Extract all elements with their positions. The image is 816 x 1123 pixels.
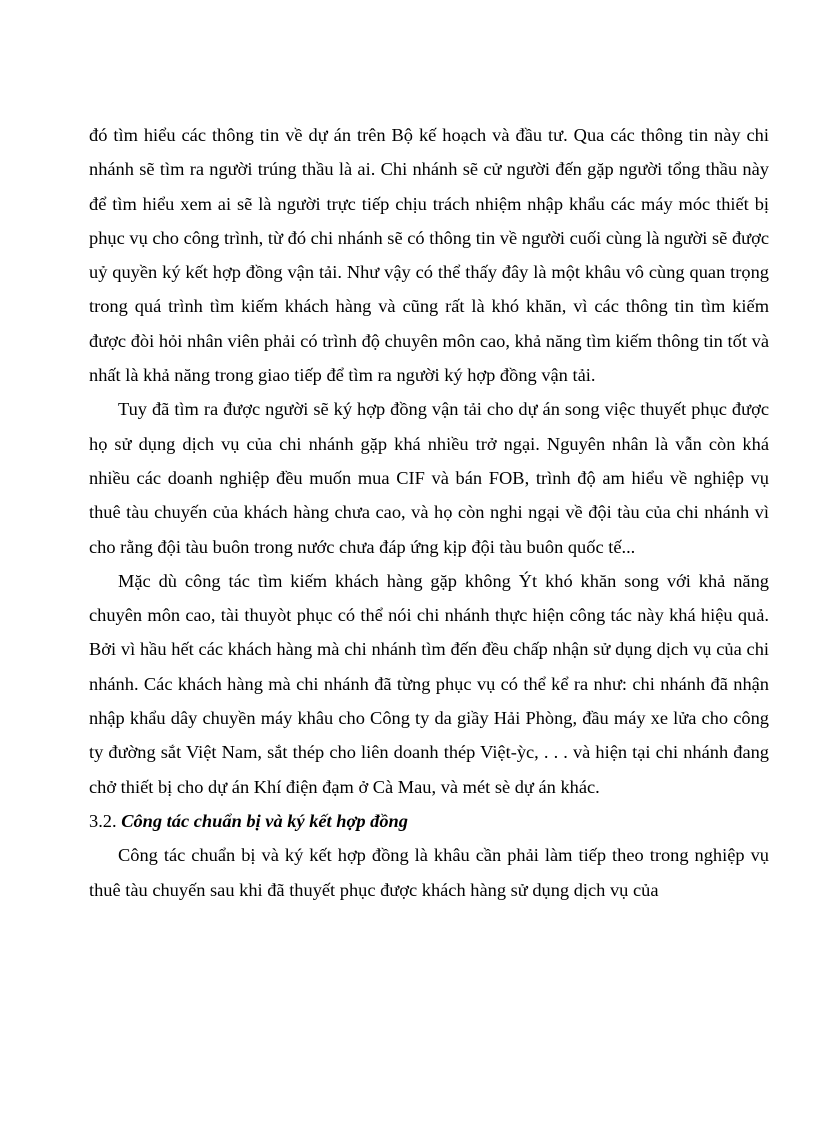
section-number: 3.2. (89, 810, 117, 831)
paragraph-4: Công tác chuẩn bị và ký kết hợp đồng là khâu cần phải làm tiếp theo trong nghiệp vụ thuê tàu chuyến sau khi đã thuyết phục được khách hàng sử dụng dịch vụ của (89, 845, 769, 900)
section-heading (89, 804, 769, 838)
paragraph-3: Mặc dù công tác tìm kiếm khách hàng gặp không Ýt khó khăn song với khả năng chuyên môn cao, tài thuyòt phục có thể nói chi nhánh thực hiện công tác này khá hiệu quả. Bởi vì hầu hết các khách hàng mà chi nhánh tìm đến đều chấp nhận sử dụng dịch vụ của chi nhánh. Các khách hàng mà chi nhánh đã từng phục vụ có thể kể ra như: chi nhánh đã nhận nhập khẩu dây chuyền máy khâu cho Công ty da giầy Hải Phòng, đầu máy xe lửa cho công ty đường sắt Việt Nam, sắt thép cho liên doanh thép Việt-ỳc, . . . và hiện tại chi nhánh đang chở thiết bị cho dự án Khí điện đạm ở Cà Mau, và mét sè dự án khác. (89, 570, 769, 797)
paragraph-2: Tuy đã tìm ra được người sẽ ký hợp đồng vận tải cho dự án song việc thuyết phục được họ sử dụng dịch vụ của chi nhánh gặp khá nhiều trở ngại. Nguyên nhân là vẫn còn khá nhiều các doanh nghiệp đều muốn mua CIF và bán FOB, trình độ am hiểu về nghiệp vụ thuê tàu chuyến của khách hàng chưa cao, và họ còn nghi ngại về đội tàu của chi nhánh vì cho rằng đội tàu buôn trong nước chưa đáp ứng kịp đội tàu buôn quốc tế... (89, 399, 769, 557)
section-title: Công tác chuẩn bị và ký kết hợp đồng (121, 810, 408, 831)
paragraph-1: đó tìm hiểu các thông tin về dự án trên Bộ kế hoạch và đầu tư. Qua các thông tin này chi nhánh sẽ tìm ra người trúng thầu là ai. Chi nhánh sẽ cử người đến gặp người tổng thầu này để tìm hiểu xem ai sẽ là người trực tiếp chịu trách nhiệm nhập khẩu các máy móc thiết bị phục vụ cho công trình, từ đó chi nhánh sẽ có thông tin về người cuối cùng là người sẽ được uỷ quyền ký kết hợp đồng vận tải. Như vậy có thể thấy đây là một khâu vô cùng quan trọng trong quá trình tìm kiếm khách hàng và cũng rất là khó khăn, vì các thông tin tìm kiếm được đòi hỏi nhân viên phải có trình độ chuyên môn cao, khả năng tìm kiếm thông tin tốt và nhất là khả năng trong giao tiếp để tìm ra người ký hợp đồng vận tải. (89, 125, 769, 386)
document-body (89, 118, 769, 907)
